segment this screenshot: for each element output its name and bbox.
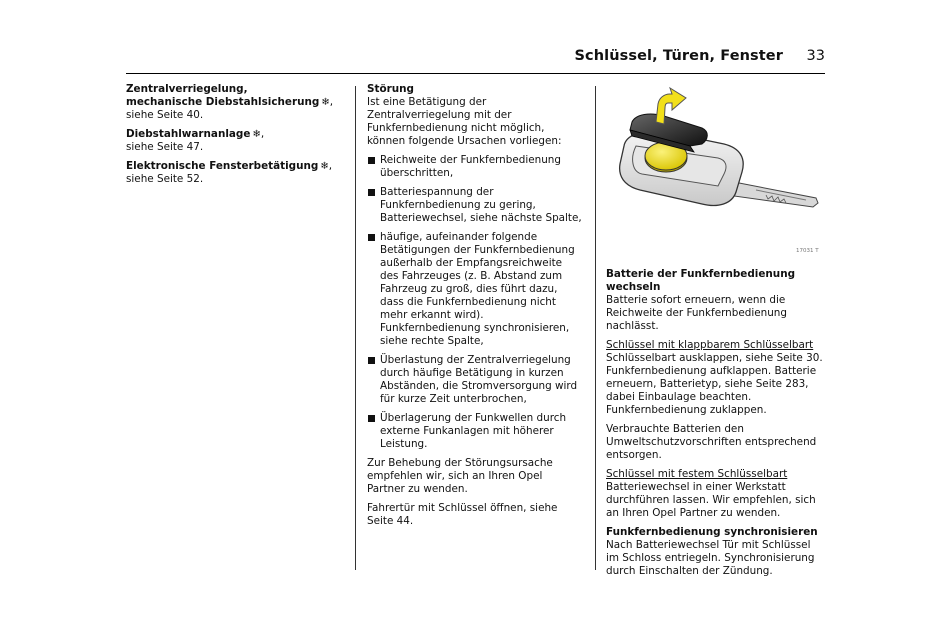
paragraph: Verbrauchte Batterien den Umweltschutzvorschriften entsprechend entsorgen.: [606, 423, 817, 461]
entry-punct: ,: [329, 96, 334, 108]
subheading: Schlüssel mit klappbarem Schlüsselbart: [606, 339, 814, 351]
paragraph: Nach Batteriewechsel Tür mit Schlüssel im Schloss entriegeln. Synchronisierung durch Einschalten der Zündung.: [606, 539, 815, 577]
list-item: Überlastung der Zentralverriegelung durch häufige Betätigung in kurzen Abständen, die Stromversorgung wird für kurze Zeit unterbrochen,: [367, 354, 583, 406]
list-item: Reichweite der Funkfernbedienung überschritten,: [367, 154, 583, 180]
section-heading: Störung: [367, 83, 414, 95]
entry-punct: ,: [260, 128, 265, 140]
page-reference: siehe Seite 40.: [126, 109, 204, 121]
entry-title: Elektronische Fensterbetätigung: [126, 160, 319, 172]
page-title: Schlüssel, Türen, Fenster: [574, 48, 783, 64]
paragraph: Schlüsselbart ausklappen, siehe Seite 30. Funkfernbedienung aufklappen. Batterie erneuern, Batterietyp, siehe Seite 283, dabei Einbaulage beachten. Funkfernbedienung zuklappen.: [606, 352, 823, 416]
snowflake-icon: ❄: [252, 129, 261, 140]
cross-reference-entry: [126, 128, 344, 154]
paragraph: Fahrertür mit Schlüssel öffnen, siehe Seite 44.: [367, 502, 558, 527]
left-column: [126, 83, 344, 192]
page-reference: siehe Seite 52.: [126, 173, 204, 185]
figure-code: 17031 T: [796, 248, 819, 254]
right-column: [606, 268, 826, 584]
middle-column: [367, 83, 583, 534]
entry-title: mechanische Diebstahlsicherung: [126, 96, 320, 108]
entry-title: Zentralverriegelung,: [126, 83, 248, 95]
entry-title: Diebstahlwarnanlage: [126, 128, 251, 140]
section-heading: Funkfernbedienung synchronisieren: [606, 526, 818, 538]
paragraph: Zur Behebung der Störungsursache empfehlen wir, sich an Ihren Opel Partner zu wenden.: [367, 457, 553, 495]
key-fob-image: [606, 86, 826, 258]
page-number: 33: [806, 48, 825, 64]
paragraph: Batterie sofort erneuern, wenn die Reichweite der Funkfernbedienung nachlässt.: [606, 294, 787, 332]
intro-paragraph: Ist eine Betätigung der Zentralverriegelung mit der Funkfernbedienung nicht möglich, können folgende Ursachen vorliegen:: [367, 96, 562, 147]
entry-punct: ,: [328, 160, 333, 172]
key-battery-illustration: [606, 86, 826, 258]
page-header: [126, 44, 825, 74]
snowflake-icon: ❄: [320, 161, 329, 172]
section-heading: Batterie der Funkfernbedienung wechseln: [606, 268, 796, 293]
list-item: Überlagerung der Funkwellen durch externe Funkanlagen mit höherer Leistung.: [367, 412, 583, 451]
paragraph: Batteriewechsel in einer Werkstatt durchführen lassen. Wir empfehlen, sich an Ihren Opel Partner zu wenden.: [606, 481, 816, 519]
cross-reference-entry: [126, 160, 344, 186]
cross-reference-entry: [126, 83, 344, 122]
page-reference: siehe Seite 47.: [126, 141, 204, 153]
snowflake-icon: ❄: [321, 97, 330, 108]
list-item: häufige, aufeinander folgende Betätigungen der Funkfernbedienung außerhalb der Empfangsreichweite des Fahrzeuges (z. B. Abstand zum Fahrzeug zu groß, dies führt dazu, dass die Funkfernbedienung nicht mehr erkannt wird). Funkfernbedienung synchronisieren, siehe rechte Spalte,: [367, 231, 583, 348]
column-divider: [595, 86, 596, 570]
list-item: Batteriespannung der Funkfernbedienung zu gering, Batteriewechsel, siehe nächste Spalte,: [367, 186, 583, 225]
column-divider: [355, 86, 356, 570]
cause-list: [367, 154, 583, 451]
subheading: Schlüssel mit festem Schlüsselbart: [606, 468, 788, 480]
